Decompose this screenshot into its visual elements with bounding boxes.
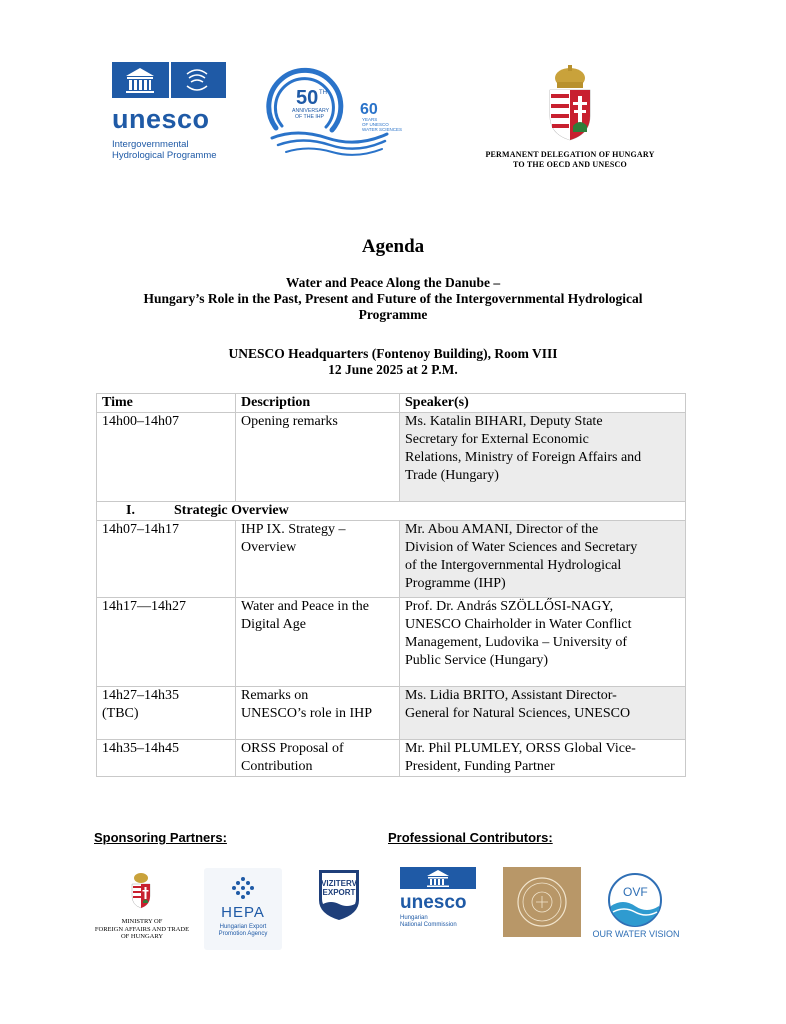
unesco-hu-temple-icon xyxy=(400,867,476,889)
unesco-wordmark: unesco xyxy=(112,104,210,134)
svg-text:ANNIVERSARY: ANNIVERSARY xyxy=(292,108,330,114)
sponsoring-partners-heading: Sponsoring Partners: xyxy=(94,830,227,845)
hepa-logo xyxy=(204,868,282,950)
page-title: Agenda xyxy=(361,236,425,257)
svg-text:OF UNESCO: OF UNESCO xyxy=(362,122,389,127)
mfa-coat-of-arms-icon xyxy=(126,872,156,912)
viziterv-caption: VIZITERV EXPORT xyxy=(321,879,357,897)
section-number: I. xyxy=(126,503,135,518)
header-time: Time xyxy=(97,394,236,413)
ludovika-seal-logo xyxy=(503,867,581,937)
unesco-subtitle-line2: Hydrological Programme xyxy=(112,150,217,161)
unesco-subtitle xyxy=(112,139,217,161)
cell-time: 14h00–14h07 xyxy=(97,413,236,502)
cell-time: 14h27–14h35 (TBC) xyxy=(97,687,236,740)
cell-description: Water and Peace in the Digital Age xyxy=(236,598,400,687)
table-row xyxy=(97,687,686,740)
date-line: 12 June 2025 at 2 P.M. xyxy=(328,362,458,377)
cell-description: IHP IX. Strategy – Overview xyxy=(236,521,400,598)
hepa-name: HEPA xyxy=(221,904,265,921)
table-row xyxy=(97,413,686,502)
our-water-vision-caption: OUR WATER VISION xyxy=(592,929,680,939)
unesco-ihp-logo-emblem xyxy=(112,62,226,98)
svg-text:WATER SCIENCES: WATER SCIENCES xyxy=(362,127,403,132)
header-description: Description xyxy=(236,394,400,413)
table-row xyxy=(97,740,686,777)
unesco-subtitle-line1: Intergovernmental xyxy=(112,139,189,150)
svg-text:YEARS: YEARS xyxy=(362,117,378,122)
cell-time: 14h07–14h17 xyxy=(97,521,236,598)
cell-description: Opening remarks xyxy=(236,413,400,502)
water-drop-icon xyxy=(607,872,663,928)
mfa-caption: MINISTRY OF FOREIGN AFFAIRS AND TRADE OF HUNGARY xyxy=(94,918,190,940)
section-heading xyxy=(97,502,686,521)
header-speakers: Speaker(s) xyxy=(400,394,686,413)
anniv-50: 50 xyxy=(296,87,319,109)
unesco-hu-caption: Hungarian National Commission xyxy=(400,915,457,928)
svg-text:TH: TH xyxy=(319,90,327,96)
table-header-row xyxy=(97,394,686,413)
event-subtitle xyxy=(96,275,690,323)
cell-speakers: Mr. Abou AMANI, Director of the Division of Water Sciences and Secretary of the Intergovernmental Hydrological Programme (IHP) xyxy=(400,521,686,598)
subtitle-line1: Water and Peace Along the Danube – xyxy=(285,275,501,290)
viziterv-export-logo xyxy=(317,868,361,922)
subtitle-line2: Hungary’s Role in the Past, Present and Future of the Intergovernmental Hydrological xyxy=(143,291,643,306)
subtitle-line3: Programme xyxy=(358,307,428,322)
our-water-vision-logo xyxy=(607,872,663,928)
svg-text:OVF: OVF xyxy=(623,885,648,899)
event-venue xyxy=(0,346,786,378)
seal-icon xyxy=(503,867,581,937)
venue-line: UNESCO Headquarters (Fontenoy Building), Room VIII xyxy=(228,346,558,361)
table-row xyxy=(97,598,686,687)
svg-text:OF THE IHP: OF THE IHP xyxy=(295,114,325,120)
cell-description: Remarks on UNESCO’s role in IHP xyxy=(236,687,400,740)
anniv-60: 60 xyxy=(360,101,378,118)
delegation-line2: TO THE OECD AND UNESCO xyxy=(513,160,627,169)
cell-speakers: Ms. Katalin BIHARI, Deputy State Secretary for External Economic Relations, Ministry of Foreign Affairs and Trade (Hungary) xyxy=(400,413,686,502)
hungary-coat-of-arms-icon xyxy=(535,64,605,144)
cell-time: 14h35–14h45 xyxy=(97,740,236,777)
cell-time: 14h17—14h27 xyxy=(97,598,236,687)
table-row xyxy=(97,521,686,598)
cell-speakers: Mr. Phil PLUMLEY, ORSS Global Vice- President, Funding Partner xyxy=(400,740,686,777)
cell-speakers: Ms. Lidia BRITO, Assistant Director- General for Natural Sciences, UNESCO xyxy=(400,687,686,740)
professional-contributors-heading: Professional Contributors: xyxy=(388,830,553,845)
ihp-anniversary-logo xyxy=(262,64,412,156)
agenda-table xyxy=(96,393,686,777)
delegation-line1: PERMANENT DELEGATION OF HUNGARY xyxy=(485,150,655,159)
section-title: Strategic Overview xyxy=(174,503,289,518)
unesco-hu-wordmark: unesco xyxy=(400,892,467,913)
hungary-delegation-label xyxy=(470,150,670,170)
hepa-dots-icon xyxy=(230,876,256,900)
cell-description: ORSS Proposal of Contribution xyxy=(236,740,400,777)
cell-speakers: Prof. Dr. András SZÖLLŐSI-NAGY, UNESCO Chairholder in Water Conflict Management, Ludovika – University of Public Service (Hungary) xyxy=(400,598,686,687)
hepa-caption: Hungarian Export Promotion Agency xyxy=(218,924,268,937)
unesco-hu-emblem xyxy=(400,867,476,889)
section-row xyxy=(97,502,686,521)
